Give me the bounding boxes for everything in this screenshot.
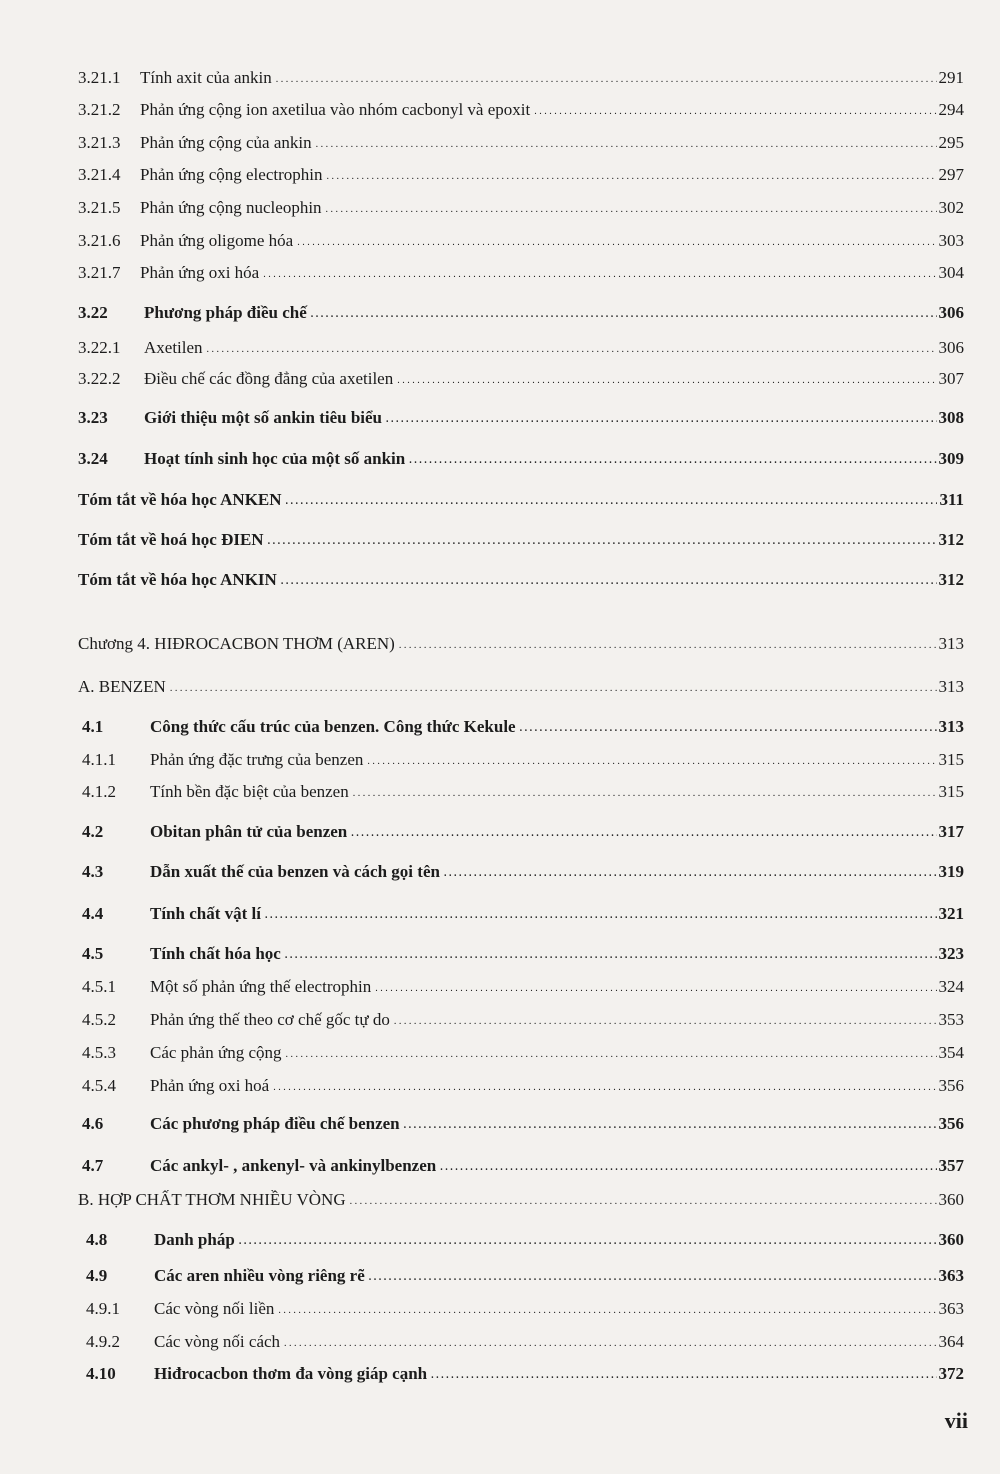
dot-leader xyxy=(520,721,937,735)
dot-leader xyxy=(263,267,936,281)
toc-entry[interactable] xyxy=(86,1266,964,1286)
toc-entry[interactable] xyxy=(82,782,964,802)
toc-entry-page: 312 xyxy=(938,530,964,549)
toc-entry-title: Phản ứng oligome hóa xyxy=(140,231,294,250)
toc-entry-page: 315 xyxy=(938,750,964,769)
dot-leader xyxy=(440,1160,936,1174)
toc-entry-page: 297 xyxy=(938,165,964,184)
toc-entry-number: 4.3 xyxy=(82,862,104,881)
toc-entry[interactable] xyxy=(82,977,964,997)
toc-entry[interactable] xyxy=(86,1332,964,1352)
toc-entry-title: Phản ứng cộng ion axetilua vào nhóm cacbonyl và epoxit xyxy=(140,100,531,119)
toc-entry-number: 4.5 xyxy=(82,944,104,963)
dot-leader xyxy=(404,1118,937,1132)
dot-leader xyxy=(431,1368,936,1382)
toc-entry[interactable] xyxy=(78,570,964,590)
toc-entry[interactable] xyxy=(82,1043,964,1063)
toc-entry-page: 313 xyxy=(938,677,964,696)
toc-entry[interactable] xyxy=(82,717,964,737)
toc-entry-title: Axetilen xyxy=(144,338,203,357)
dot-leader xyxy=(375,981,936,995)
dot-leader xyxy=(273,1080,936,1094)
toc-entry[interactable] xyxy=(78,530,964,550)
toc-entry-number: 4.5.1 xyxy=(82,977,116,996)
toc-entry[interactable] xyxy=(78,338,964,358)
toc-entry-title: Phản ứng cộng của ankin xyxy=(140,133,312,152)
toc-entry-number: 4.2 xyxy=(82,822,104,841)
toc-entry-title: Obitan phân tử của benzen xyxy=(150,822,348,841)
toc-entry-title: Tính chất hóa học xyxy=(150,944,281,963)
toc-entry-page: 313 xyxy=(938,717,964,736)
toc-entry-page: 306 xyxy=(938,338,964,357)
toc-entry[interactable] xyxy=(78,231,964,251)
toc-entry-page: 363 xyxy=(938,1266,964,1285)
toc-entry-number: 4.1.2 xyxy=(82,782,116,801)
toc-entry-page: 323 xyxy=(938,944,964,963)
toc-entry-page: 307 xyxy=(938,369,964,388)
toc-entry-title: Các vòng nối liền xyxy=(154,1299,275,1318)
toc-entry-title: Tính chất vật lí xyxy=(150,904,261,923)
toc-entry-number: 4.9 xyxy=(86,1266,108,1285)
toc-entry-title: Các phương pháp điều chế benzen xyxy=(150,1114,400,1133)
dot-leader xyxy=(265,908,937,922)
toc-entry-title: Phản ứng thế theo cơ chế gốc tự do xyxy=(150,1010,390,1029)
toc-entry-title: Một số phản ứng thế electrophin xyxy=(150,977,372,996)
toc-entry-title: Tính axit của ankin xyxy=(140,68,272,87)
toc-entry-number: 4.1 xyxy=(82,717,104,736)
dot-leader xyxy=(386,412,936,426)
toc-entry-page: 306 xyxy=(938,303,964,322)
toc-entry-page: 324 xyxy=(938,977,964,996)
dot-leader xyxy=(268,534,937,548)
toc-entry[interactable] xyxy=(86,1364,964,1384)
toc-entry-title: Các aren nhiều vòng riêng rẽ xyxy=(154,1266,365,1285)
toc-entry[interactable] xyxy=(82,750,964,770)
toc-entry[interactable] xyxy=(78,369,964,389)
toc-entry-number: 4.6 xyxy=(82,1114,104,1133)
toc-entry-number: 4.9.2 xyxy=(86,1332,120,1351)
toc-entry-page: 295 xyxy=(938,133,964,152)
toc-entry-page: 302 xyxy=(938,198,964,217)
dot-leader xyxy=(444,866,937,880)
toc-entry-number: 4.7 xyxy=(82,1156,104,1175)
dot-leader xyxy=(367,754,936,768)
dot-leader xyxy=(281,574,937,588)
dot-leader xyxy=(326,169,936,183)
toc-entry[interactable] xyxy=(82,862,964,882)
toc-entry-number: 3.21.3 xyxy=(78,133,121,152)
toc-entry[interactable] xyxy=(78,303,964,323)
toc-entry[interactable] xyxy=(78,449,964,469)
toc-entry-title: Tóm tắt về hóa học ANKIN xyxy=(78,570,277,589)
toc-entry-title: Các phản ứng cộng xyxy=(150,1043,282,1062)
toc-entry-page: 363 xyxy=(938,1299,964,1318)
toc-entry-page: 360 xyxy=(938,1190,964,1209)
toc-entry-page: 356 xyxy=(938,1114,964,1133)
toc-entry-number: 3.21.1 xyxy=(78,68,121,87)
dot-leader xyxy=(278,1303,936,1317)
toc-entry-title: Các ankyl- , ankenyl- và ankinylbenzen xyxy=(150,1156,437,1175)
dot-leader xyxy=(353,786,937,800)
dot-leader xyxy=(394,1014,937,1028)
toc-entry-page: 317 xyxy=(938,822,964,841)
toc-entry-number: 4.10 xyxy=(86,1364,116,1383)
toc-entry-number: 4.5.2 xyxy=(82,1010,116,1029)
toc-entry-title: Phản ứng oxi hoá xyxy=(150,1076,270,1095)
toc-entry-number: 4.1.1 xyxy=(82,750,116,769)
dot-leader xyxy=(286,494,938,508)
toc-entry-number: 3.22 xyxy=(78,303,108,322)
toc-entry-number: 4.4 xyxy=(82,904,104,923)
dot-leader xyxy=(285,948,937,962)
dot-leader xyxy=(409,453,936,467)
toc-entry-page: 309 xyxy=(938,449,964,468)
dot-leader xyxy=(316,137,937,151)
toc-entry-title: Giới thiệu một số ankin tiêu biểu xyxy=(144,408,383,427)
toc-entry-title: Điều chế các đồng đẳng của axetilen xyxy=(144,369,394,388)
toc-entry-title: Dẫn xuất thế của benzen và cách gọi tên xyxy=(150,862,440,881)
toc-entry-number: 4.5.4 xyxy=(82,1076,116,1095)
dot-leader xyxy=(285,1047,936,1061)
dot-leader xyxy=(350,1194,937,1208)
toc-entry[interactable] xyxy=(78,100,964,120)
toc-entry-title: Danh pháp xyxy=(154,1230,235,1249)
toc-entry-title: Công thức cấu trúc của benzen. Công thức Kekule xyxy=(150,717,516,736)
toc-entry[interactable] xyxy=(78,490,964,510)
toc-entry-title: Tính bền đặc biệt của benzen xyxy=(150,782,349,801)
toc-entry-number: 3.22.2 xyxy=(78,369,121,388)
toc-entry-title: Các vòng nối cách xyxy=(154,1332,281,1351)
toc-entry-title: A. BENZEN xyxy=(78,677,166,696)
toc-entry[interactable] xyxy=(82,904,964,924)
toc-entry[interactable] xyxy=(78,634,964,654)
toc-entry[interactable] xyxy=(78,1190,964,1210)
dot-leader xyxy=(239,1234,937,1248)
toc-entry-number: 3.21.6 xyxy=(78,231,121,250)
toc-entry-title: Tóm tắt về hóa học ANKEN xyxy=(78,490,282,509)
toc-entry-page: 357 xyxy=(938,1156,964,1175)
dot-leader xyxy=(170,681,937,695)
toc-entry[interactable] xyxy=(78,198,964,218)
toc-entry-page: 354 xyxy=(938,1043,964,1062)
dot-leader xyxy=(311,307,937,321)
dot-leader xyxy=(369,1270,937,1284)
toc-entry[interactable] xyxy=(82,1010,964,1030)
toc-entry[interactable] xyxy=(78,263,964,283)
dot-leader xyxy=(297,235,936,249)
dot-leader xyxy=(284,1336,936,1350)
toc-entry-page: 321 xyxy=(938,904,964,923)
toc-entry-page: 291 xyxy=(938,68,964,87)
dot-leader xyxy=(351,826,936,840)
page-number-footer: vii xyxy=(944,1408,968,1433)
toc-entry-page: 308 xyxy=(938,408,964,427)
toc-entry-title: Phản ứng oxi hóa xyxy=(140,263,260,282)
toc-entry-page: 356 xyxy=(938,1076,964,1095)
toc-entry-title: Hoạt tính sinh học của một số ankin xyxy=(144,449,406,468)
toc-entry-title: Phản ứng đặc trưng của benzen xyxy=(150,750,364,769)
toc-entry[interactable] xyxy=(78,677,964,697)
toc-entry-page: 294 xyxy=(938,100,964,119)
toc-entry-page: 311 xyxy=(939,490,964,509)
toc-entry-page: 372 xyxy=(938,1364,964,1383)
dot-leader xyxy=(534,104,936,118)
toc-entry-page: 312 xyxy=(938,570,964,589)
dot-leader xyxy=(276,72,937,86)
toc-entry-title: Phương pháp điều chế xyxy=(144,303,307,322)
toc-entry-page: 364 xyxy=(938,1332,964,1351)
toc-entry-title: Phản ứng cộng nucleophin xyxy=(140,198,322,217)
toc-entry[interactable] xyxy=(82,944,964,964)
toc-entry[interactable] xyxy=(78,165,964,185)
toc-entry[interactable] xyxy=(78,408,964,428)
toc-entry-number: 3.21.5 xyxy=(78,198,121,217)
toc-entry-page: 304 xyxy=(938,263,964,282)
toc-entry[interactable] xyxy=(78,68,964,88)
toc-entry-page: 353 xyxy=(938,1010,964,1029)
toc-entry-title: Phản ứng cộng electrophin xyxy=(140,165,323,184)
toc-entry-page: 360 xyxy=(938,1230,964,1249)
toc-entry-number: 3.23 xyxy=(78,408,108,427)
toc-entry-title: Chương 4. HIĐROCACBON THƠM (AREN) xyxy=(78,634,395,653)
toc-entry[interactable] xyxy=(82,1076,964,1096)
toc-entry-number: 3.21.2 xyxy=(78,100,121,119)
toc-entry[interactable] xyxy=(86,1230,964,1250)
toc-entry-page: 313 xyxy=(938,634,964,653)
toc-entry-title: B. HỢP CHẤT THƠM NHIỀU VÒNG xyxy=(78,1190,346,1209)
toc-entry-number: 3.21.4 xyxy=(78,165,121,184)
toc-entry-title: Hiđrocacbon thơm đa vòng giáp cạnh xyxy=(154,1364,428,1383)
toc-entry-number: 3.22.1 xyxy=(78,338,121,357)
toc-entry-number: 4.8 xyxy=(86,1230,108,1249)
toc-entry-number: 4.9.1 xyxy=(86,1299,120,1318)
toc-entry-page: 303 xyxy=(938,231,964,250)
toc-entry-number: 3.24 xyxy=(78,449,108,468)
toc-entry-page: 315 xyxy=(938,782,964,801)
toc-entry[interactable] xyxy=(82,1156,964,1176)
toc-entry[interactable] xyxy=(82,822,964,842)
toc-entry-number: 3.21.7 xyxy=(78,263,121,282)
dot-leader xyxy=(326,202,937,216)
toc-entry[interactable] xyxy=(82,1114,964,1134)
dot-leader xyxy=(397,373,936,387)
toc-entry-title: Tóm tắt về hoá học ĐIEN xyxy=(78,530,264,549)
toc-entry-page: 319 xyxy=(938,862,964,881)
toc-entry-number: 4.5.3 xyxy=(82,1043,116,1062)
dot-leader xyxy=(399,638,937,652)
dot-leader xyxy=(207,342,937,356)
toc-entry[interactable] xyxy=(86,1299,964,1319)
toc-entry[interactable] xyxy=(78,133,964,153)
